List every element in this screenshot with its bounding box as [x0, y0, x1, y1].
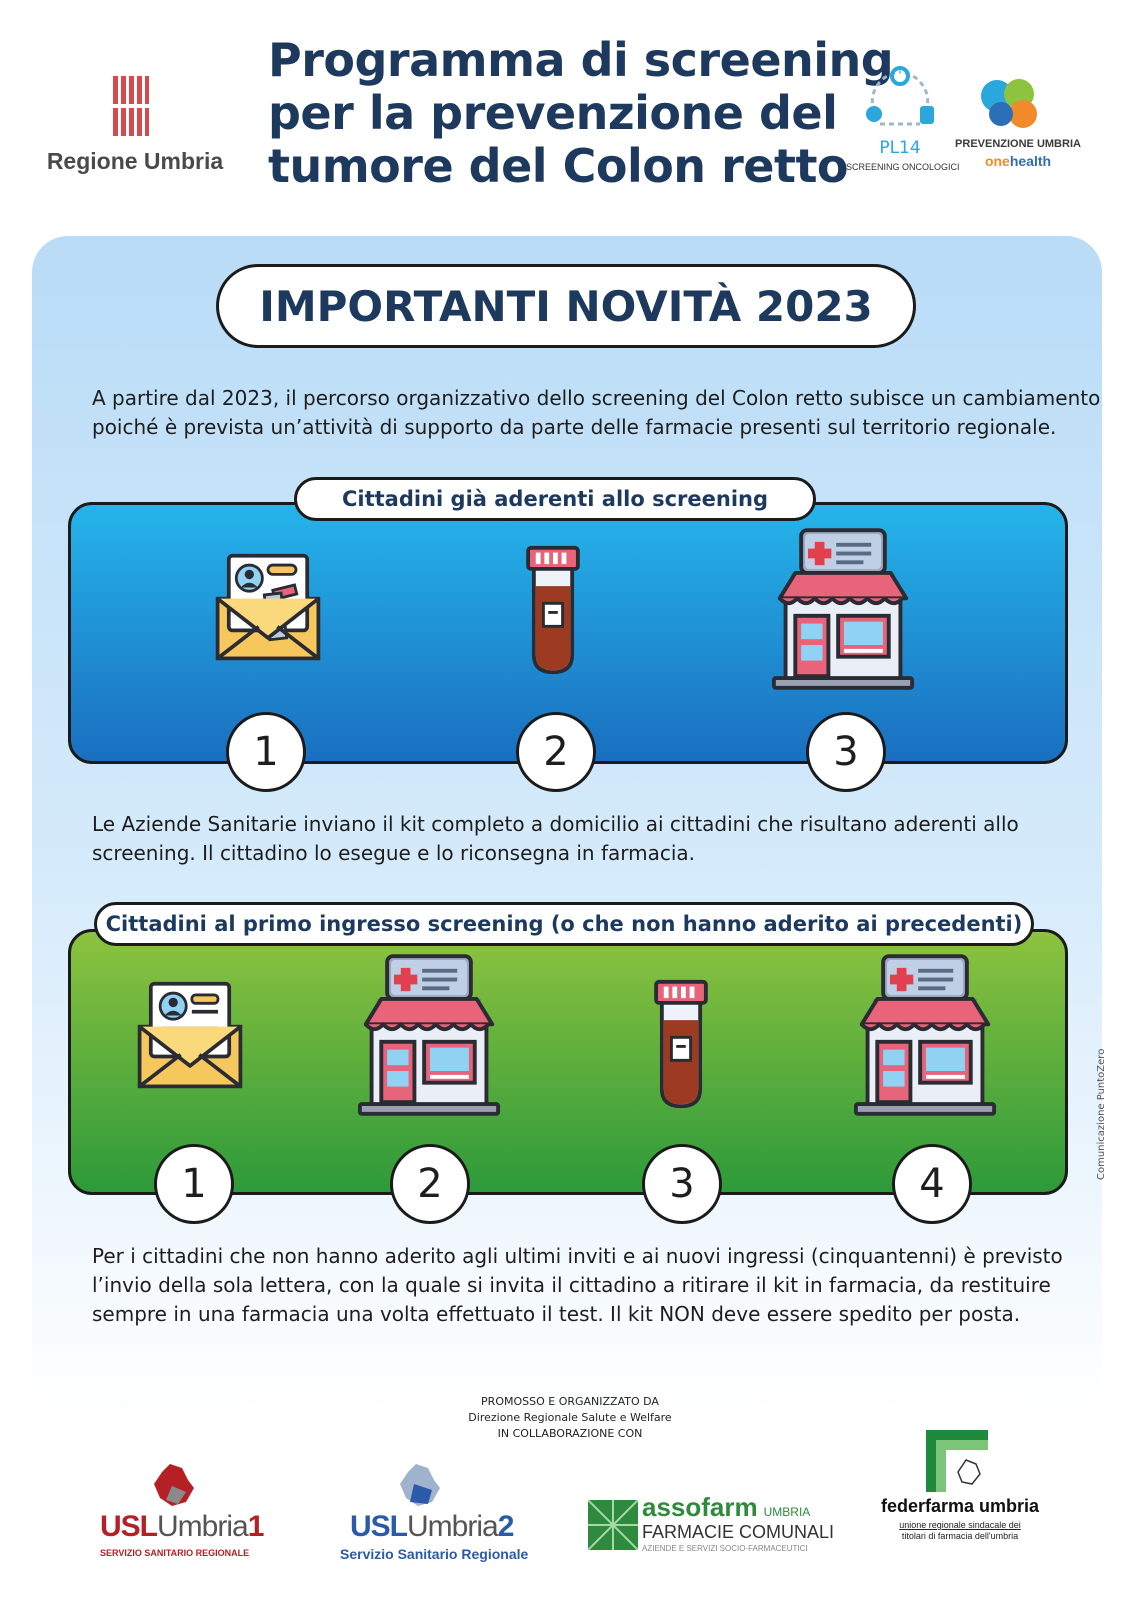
prevenzione-logo: [955, 78, 1081, 178]
usl1-usl: USL: [100, 1510, 157, 1543]
text-line: poiché è prevista un’attività di supporto da parte delle farmacie presenti sul territorio regionale.: [92, 415, 1057, 439]
assofarm-region: UMBRIA: [763, 1505, 811, 1519]
step-number: 4: [892, 1144, 972, 1224]
text-line: Per i cittadini che non hanno aderito agli ultimi inviti e ai nuovi ingressi (cinquantenni) è previsto: [92, 1244, 1063, 1268]
title-line: per la prevenzione del: [268, 86, 838, 140]
usl2-subtitle: Servizio Sanitario Regionale: [340, 1546, 529, 1562]
step-number: 2: [390, 1144, 470, 1224]
usl1-subtitle: SERVIZIO SANITARIO REGIONALE: [100, 1548, 250, 1558]
region-logo: [113, 76, 149, 136]
usl-umbria-2-logo: [340, 1462, 529, 1562]
pl14-emblem-icon: [860, 64, 940, 132]
assofarm-line3: AZIENDE E SERVIZI SOCIO-FARMACEUTICI: [642, 1544, 808, 1553]
page-title: [268, 33, 894, 193]
federfarma-sub2: titolari di farmacia dell'umbria: [901, 1531, 1019, 1541]
federfarma-emblem-icon: [926, 1430, 988, 1492]
text-line: sempre in una farmacia una volta effettuato il test. Il kit NON deve essere spedito per posta.: [92, 1302, 1021, 1326]
envelope-kit-icon: [212, 552, 324, 664]
step-number: 3: [806, 712, 886, 792]
assofarm-line2: FARMACIE COMUNALI: [642, 1522, 835, 1542]
envelope-letter-icon: [134, 980, 246, 1092]
pharmacy-icon: [356, 952, 502, 1118]
umbria-map-icon: [152, 1462, 196, 1508]
text-line: A partire dal 2023, il percorso organizzativo dello screening del Colon retto subisce un cambiamento: [92, 386, 1101, 410]
onehealth-one: one: [984, 153, 1010, 169]
pharmacy-icon: [852, 952, 998, 1118]
test-tube-icon: [522, 544, 584, 678]
usl-umbria-1-logo: [100, 1462, 280, 1562]
usl2-usl: USL: [350, 1510, 407, 1543]
usl1-umbria: Umbria: [157, 1510, 248, 1543]
pharmacy-icon: [770, 526, 916, 692]
test-tube-icon: [650, 978, 712, 1112]
text-line: screening. Il cittadino lo esegue e lo riconsegna in farmacia.: [92, 841, 696, 865]
federfarma-sub1: unione regionale sindacale dei: [899, 1520, 1021, 1530]
pl14-label: PL14: [879, 138, 921, 158]
assofarm-name: [642, 1492, 810, 1523]
usl2-num: 2: [497, 1510, 514, 1543]
title-line: tumore del Colon retto: [268, 139, 849, 193]
federfarma-name: federfarma umbria: [880, 1496, 1040, 1516]
text-line: l’invio della sola lettera, con la quale si invita il cittadino a ritirare il kit in farmacia, da restituire: [92, 1273, 1051, 1297]
region-emblem-icon: [113, 76, 149, 136]
promo-line: PROMOSSO E ORGANIZZATO DA: [481, 1395, 659, 1408]
section2-title: Cittadini al primo ingresso screening (o che non hanno aderito ai precedenti): [94, 902, 1034, 946]
section2-description: [92, 1242, 1063, 1329]
intro-paragraph: [92, 384, 1101, 442]
clover-icon: [977, 78, 1041, 134]
step-number: 3: [642, 1144, 722, 1224]
assofarm-logo: [588, 1492, 838, 1560]
usl1-name: [100, 1510, 263, 1544]
pl14-subtitle: SCREENING ONCOLOGICI: [846, 162, 960, 172]
section1-description: [92, 810, 1052, 868]
title-line: Programma di screening: [268, 33, 894, 87]
credit-text: Comunicazione PuntoZero: [1096, 1048, 1107, 1180]
usl2-name: [350, 1510, 513, 1544]
promo-text: [380, 1394, 760, 1442]
promo-line: Direzione Regionale Salute e Welfare: [468, 1411, 672, 1424]
step-number: 2: [516, 712, 596, 792]
pl14-logo: [846, 64, 960, 176]
promo-line: IN COLLABORAZIONE CON: [497, 1427, 643, 1440]
prevenzione-label: PREVENZIONE UMBRIA: [955, 138, 1081, 150]
umbria-map-icon: [398, 1462, 442, 1508]
usl2-umbria: Umbria: [407, 1510, 498, 1543]
federfarma-logo: [860, 1430, 1060, 1560]
banner-title: IMPORTANTI NOVITÀ 2023: [216, 264, 916, 348]
assofarm-emblem-icon: [588, 1500, 638, 1550]
section1-title: Cittadini già aderenti allo screening: [294, 477, 816, 521]
onehealth-label: [955, 153, 1081, 169]
step-number: 1: [154, 1144, 234, 1224]
usl1-num: 1: [247, 1510, 264, 1543]
step-number: 1: [226, 712, 306, 792]
region-name: Regione Umbria: [46, 148, 224, 174]
text-line: Le Aziende Sanitarie inviano il kit completo a domicilio ai cittadini che risultano aderenti allo: [92, 812, 1019, 836]
assofarm-word: assofarm: [642, 1492, 758, 1522]
onehealth-health: health: [1009, 153, 1052, 169]
